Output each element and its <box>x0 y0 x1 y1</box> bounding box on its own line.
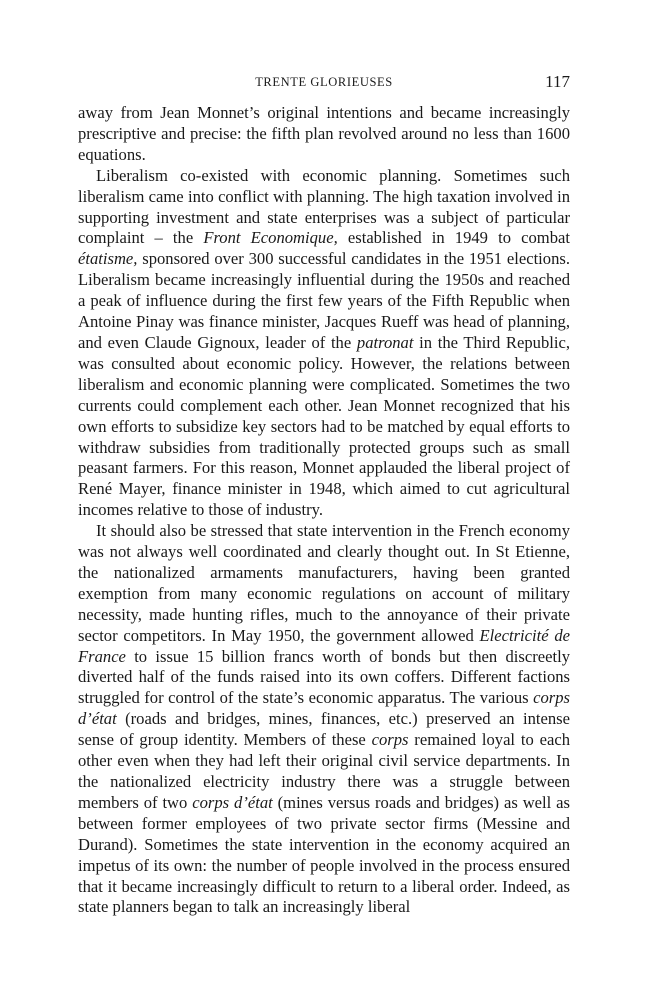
page-header <box>78 72 570 94</box>
page-number: 117 <box>545 72 570 91</box>
text-span: (mines versus roads and bridges) as well as between former employees of two private sector firms (Messine and Durand). Sometimes the state intervention in the economy acquired an impetus of its own: the number of people involved in the process ensured that it became increasingly difficult to return to a liberal order. Indeed, as state planners began to talk an increasingly liberal <box>78 792 570 917</box>
running-head: TRENTE GLORIEUSES <box>255 75 393 89</box>
text-span: remained loyal to each other even when they had left their original civil service departments. In the nationalized electricity industry there was a struggle between members of two <box>78 730 570 812</box>
text-span: sponsored over 300 successful candidates in the 1951 elections. Liberalism became increasingly influential during the 1950s and reached a peak of influence during the first few years of the Fifth Republic when Antoine Pinay was finance minister, Jacques Rueff was head of planning, and even Claude Gignoux, leader of the <box>78 249 570 352</box>
text-span: Liberalism co-existed with economic planning. Sometimes such liberalism came into conflict with planning. The high taxation involved in supporting investment and state enterprises was a subject of particular complaint – the <box>78 165 570 248</box>
text-span: (roads and bridges, mines, finances, etc.) preserved an intense sense of group identity. Members of these <box>78 709 570 750</box>
text-span: It should also be stressed that state intervention in the French economy was not always well coordinated and clearly thought out. In St Etienne, the nationalized armaments manufacturers, having been granted exemption from many economic regulations on account of military necessity, made hunting rifles, much to the annoyance of their private sector competitors. In May 1950, the government allowed <box>78 521 570 645</box>
italic-term-etatisme: étatisme, <box>78 249 138 269</box>
italic-term-electricite-de-france: Electricité de France <box>78 625 571 666</box>
text-span: in the Third Republic, was consulted about economic policy. However, the relations between liberalism and economic planning were complicated. Sometimes the two currents could complement each other. Jean Monnet recognized that his own efforts to subsidize key sectors had to be matched by equal efforts to withdraw subsidies from traditionally protected groups such as small peasant farmers. For this reason, Monnet applauded the liberal project of René Mayer, finance minister in 1948, which aimed to cut agricultural incomes relative to those of industry. <box>78 332 570 520</box>
body-text <box>78 103 570 918</box>
paragraph-2 <box>78 166 570 521</box>
text-span: away from Jean Monnet’s original intentions and became increasingly prescriptive and precise: the fifth plan revolved around no less than 1600 equations. <box>78 103 570 164</box>
text-span: to issue 15 billion francs worth of bonds but then discreetly diverted half of the funds raised into its own coffers. Different factions struggled for control of the state’s economic apparatus. The various <box>78 646 570 708</box>
italic-term-corps-detat: corps d’état <box>78 688 570 729</box>
italic-term-front-economique: Front Economique, <box>203 228 338 248</box>
text-span: established in 1949 to combat <box>337 228 570 248</box>
paragraph-1 <box>78 103 570 166</box>
italic-term-patronat: patronat <box>356 332 414 352</box>
italic-term-corps: corps <box>371 730 409 750</box>
italic-term-corps-detat: corps d’état <box>192 792 273 812</box>
paragraph-3 <box>78 521 570 918</box>
